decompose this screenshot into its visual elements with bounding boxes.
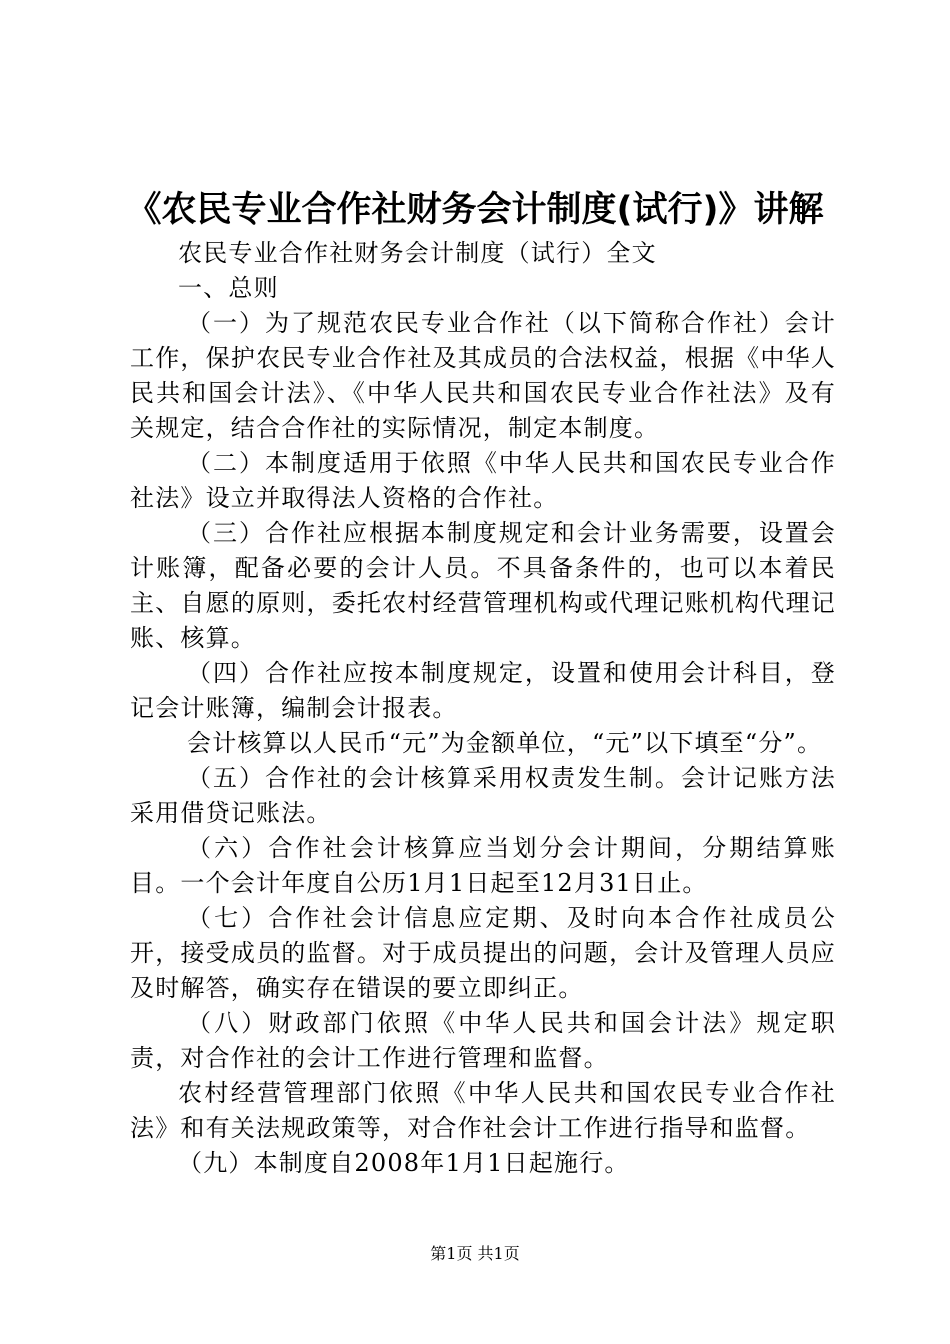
paragraph: （一）为了规范农民专业合作社（以下简称合作社）会计工作，保护农民专业合作社及其成员的合法权益，根据《中华人民共和国会计法》、《中华人民共和国农民专业合作社法》及有关规定，结合合作社的实际情况，制定本制度。 xyxy=(130,309,836,442)
paragraph: （二）本制度适用于依照《中华人民共和国农民专业合作社法》设立并取得法人资格的合作社。 xyxy=(130,449,836,512)
paragraph: （六）合作社会计核算应当划分会计期间，分期结算账目。一个会计年度自公历1月1日起至12月31日止。 xyxy=(130,834,836,897)
paragraph: （九）本制度自2008年1月1日起施行。 xyxy=(178,1149,630,1177)
paragraph: （七）合作社会计信息应定期、及时向本合作社成员公开，接受成员的监督。对于成员提出的问题，会计及管理人员应及时解答，确实存在错误的要立即纠正。 xyxy=(130,904,836,1002)
paragraph: （三）合作社应根据本制度规定和会计业务需要，设置会计账簿，配备必要的会计人员。不具备条件的，也可以本着民主、自愿的原则，委托农村经营管理机构或代理记账机构代理记账、核算。 xyxy=(130,519,836,652)
page-number: 第1页 共1页 xyxy=(430,1244,520,1263)
paragraph: （四）合作社应按本制度规定，设置和使用会计科目，登记会计账簿，编制会计报表。 xyxy=(130,659,836,722)
paragraph: （五）合作社的会计核算采用权责发生制。会计记账方法采用借贷记账法。 xyxy=(130,764,836,827)
document-body xyxy=(130,236,836,1181)
paragraph: 会计核算以人民币“元”为金额单位，“元”以下填至“分”。 xyxy=(187,729,823,757)
document-title: 《农民专业合作社财务会计制度(试行)》讲解 xyxy=(126,190,824,230)
section-heading: 一、总则 xyxy=(178,274,279,302)
paragraph: （八）财政部门依照《中华人民共和国会计法》规定职责，对合作社的会计工作进行管理和监督。 xyxy=(130,1009,836,1072)
document-subtitle: 农民专业合作社财务会计制度（试行）全文 xyxy=(178,239,657,267)
paragraph: 农村经营管理部门依照《中华人民共和国农民专业合作社法》和有关法规政策等，对合作社会计工作进行指导和监督。 xyxy=(130,1079,836,1142)
